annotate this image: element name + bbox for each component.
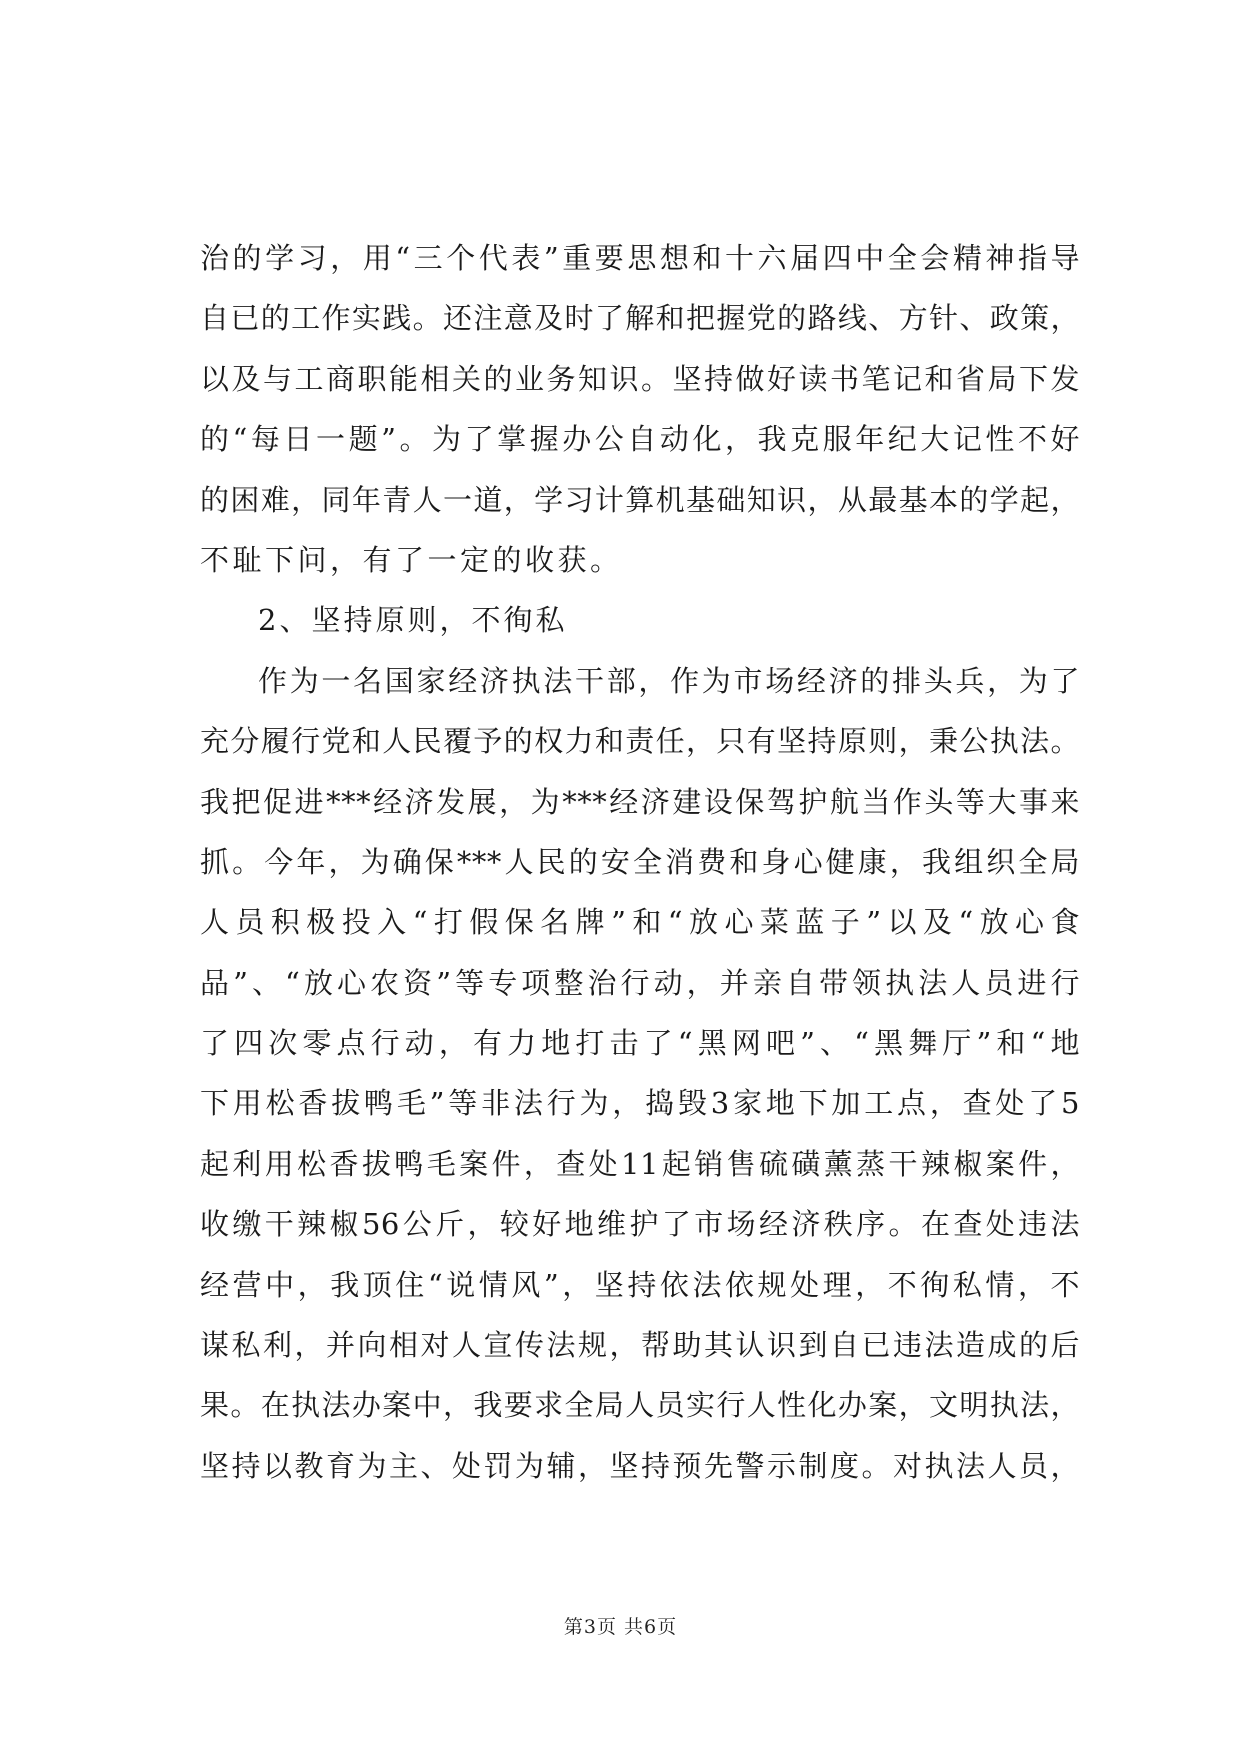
text-line: 作为一名国家经济执法干部，作为市场经济的排头兵，为了: [258, 663, 1080, 698]
text-line: 的困难，同年青人一道，学习计算机基础知识，从最基本的学起，: [200, 482, 1080, 517]
text-line: 收缴干辣椒56公斤，较好地维护了市场经济秩序。在查处违法: [200, 1207, 1080, 1242]
page-number-footer: 第3页 共6页: [563, 1616, 678, 1638]
text-line: 不耻下问，有了一定的收获。: [200, 542, 623, 577]
text-line: 以及与工商职能相关的业务知识。坚持做好读书笔记和省局下发: [200, 361, 1080, 396]
text-line: 治的学习，用“三个代表”重要思想和十六届四中全会精神指导: [200, 241, 1080, 275]
text-line: 起利用松香拔鸭毛案件，查处11起销售硫磺薰蒸干辣椒案件，: [200, 1146, 1080, 1181]
text-line: 我把促进***经济发展，为***经济建设保驾护航当作头等大事来: [200, 784, 1080, 819]
text-line: 的“每日一题”。为了掌握办公自动化，我克服年纪大记性不好: [200, 422, 1080, 457]
text-line: 下用松香拔鸭毛”等非法行为，捣毁3家地下加工点，查处了5: [200, 1086, 1080, 1121]
section-heading: 2、坚持原则，不徇私: [258, 603, 568, 638]
text-line: 人员积极投入“打假保名牌”和“放心菜蓝子”以及“放心食: [200, 905, 1080, 940]
text-line: 经营中，我顶住“说情风”，坚持依法依规处理，不徇私情，不: [200, 1267, 1080, 1302]
text-line: 了四次零点行动，有力地打击了“黑网吧”、“黑舞厅”和“地: [200, 1026, 1080, 1061]
text-line: 谋私利，并向相对人宣传法规，帮助其认识到自已违法造成的后: [200, 1328, 1080, 1363]
text-line: 自已的工作实践。还注意及时了解和把握党的路线、方针、政策，: [200, 301, 1080, 336]
text-line: 抓。今年，为确保***人民的安全消费和身心健康，我组织全局: [200, 844, 1080, 879]
text-line: 坚持以教育为主、处罚为辅，坚持预先警示制度。对执法人员，: [200, 1448, 1080, 1483]
text-line: 充分履行党和人民覆予的权力和责任，只有坚持原则，秉公执法。: [200, 724, 1080, 759]
text-line: 品”、“放心农资”等专项整治行动，并亲自带领执法人员进行: [200, 965, 1080, 1000]
body-text: [200, 228, 1080, 1496]
text-line: 果。在执法办案中，我要求全局人员实行人性化办案，文明执法，: [200, 1388, 1080, 1423]
